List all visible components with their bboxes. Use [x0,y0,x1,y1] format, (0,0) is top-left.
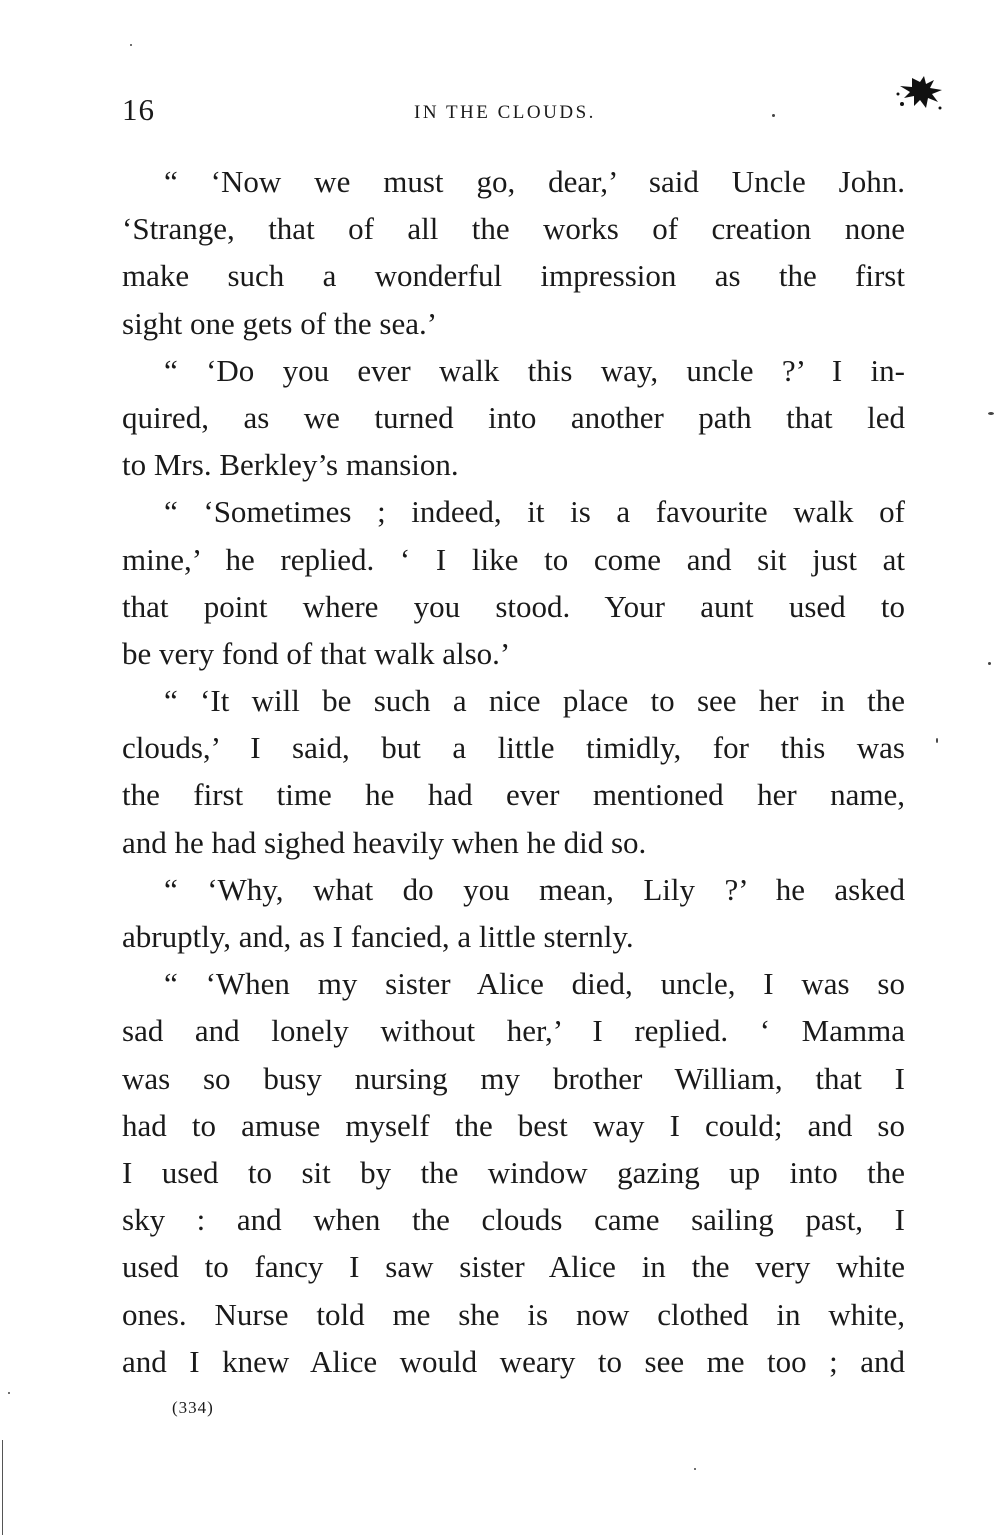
text-line: be very fond of that walk also.’ [122,635,511,671]
text-line: sight one gets of the sea.’ [122,305,438,341]
text-line: ‘Strange, that of all the works of creation none [122,211,905,247]
paper-speck [988,662,991,665]
paper-speck [694,1468,696,1470]
page-number: 16 [122,92,155,127]
text-line: make such a wonderful impression as the first [122,258,905,294]
text-line: “ ‘Why, what do you mean, Lily ?’ he asked [164,871,905,907]
text-line: quired, as we turned into another path that led [122,399,905,435]
text-line: was so busy nursing my brother William, that I [122,1060,905,1096]
text-line: “ ‘Sometimes ; indeed, it is a favourite walk of [164,494,905,530]
paper-speck [772,114,775,117]
text-line: “ ‘Now we must go, dear,’ said Uncle John. [164,164,905,199]
body-text [122,158,905,1385]
paper-speck [936,738,938,743]
text-line: and I knew Alice would weary to see me too ; and [122,1343,905,1379]
running-head [122,92,905,132]
paper-speck [130,44,132,46]
text-line: clouds,’ I said, but a little timidly, for this was [122,730,905,766]
page-edge [2,1440,3,1535]
text-line: sad and lonely without her,’ I replied. ‘ Mamma [122,1013,905,1049]
text-line: “ ‘When my sister Alice died, uncle, I was so [164,966,905,1002]
text-line: and he had sighed heavily when he did so. [122,824,647,860]
text-line: I used to sit by the window gazing up into the [122,1154,905,1190]
ink-blot-icon [890,74,950,114]
signature-mark: (334) [172,1398,214,1417]
text-line: used to fancy I saw sister Alice in the very white [122,1249,905,1285]
paper-speck [988,412,994,415]
text-line: the first time he had ever mentioned her name, [122,777,905,813]
paper-speck [8,1392,10,1394]
text-line: abruptly, and, as I fancied, a little sternly. [122,919,634,954]
text-line: that point where you stood. Your aunt used to [122,588,905,624]
text-line: “ ‘It will be such a nice place to see her in the [164,683,905,719]
text-line: to Mrs. Berkley’s mansion. [122,447,459,483]
text-line: had to amuse myself the best way I could; and so [122,1107,905,1143]
text-line: mine,’ he replied. ‘ I like to come and sit just at [122,541,905,577]
text-line: sky : and when the clouds came sailing past, I [122,1202,905,1238]
text-line: “ ‘Do you ever walk this way, uncle ?’ I in- [164,352,905,388]
running-title: IN THE CLOUDS. [414,102,596,123]
text-line: ones. Nurse told me she is now clothed in white, [122,1296,905,1332]
